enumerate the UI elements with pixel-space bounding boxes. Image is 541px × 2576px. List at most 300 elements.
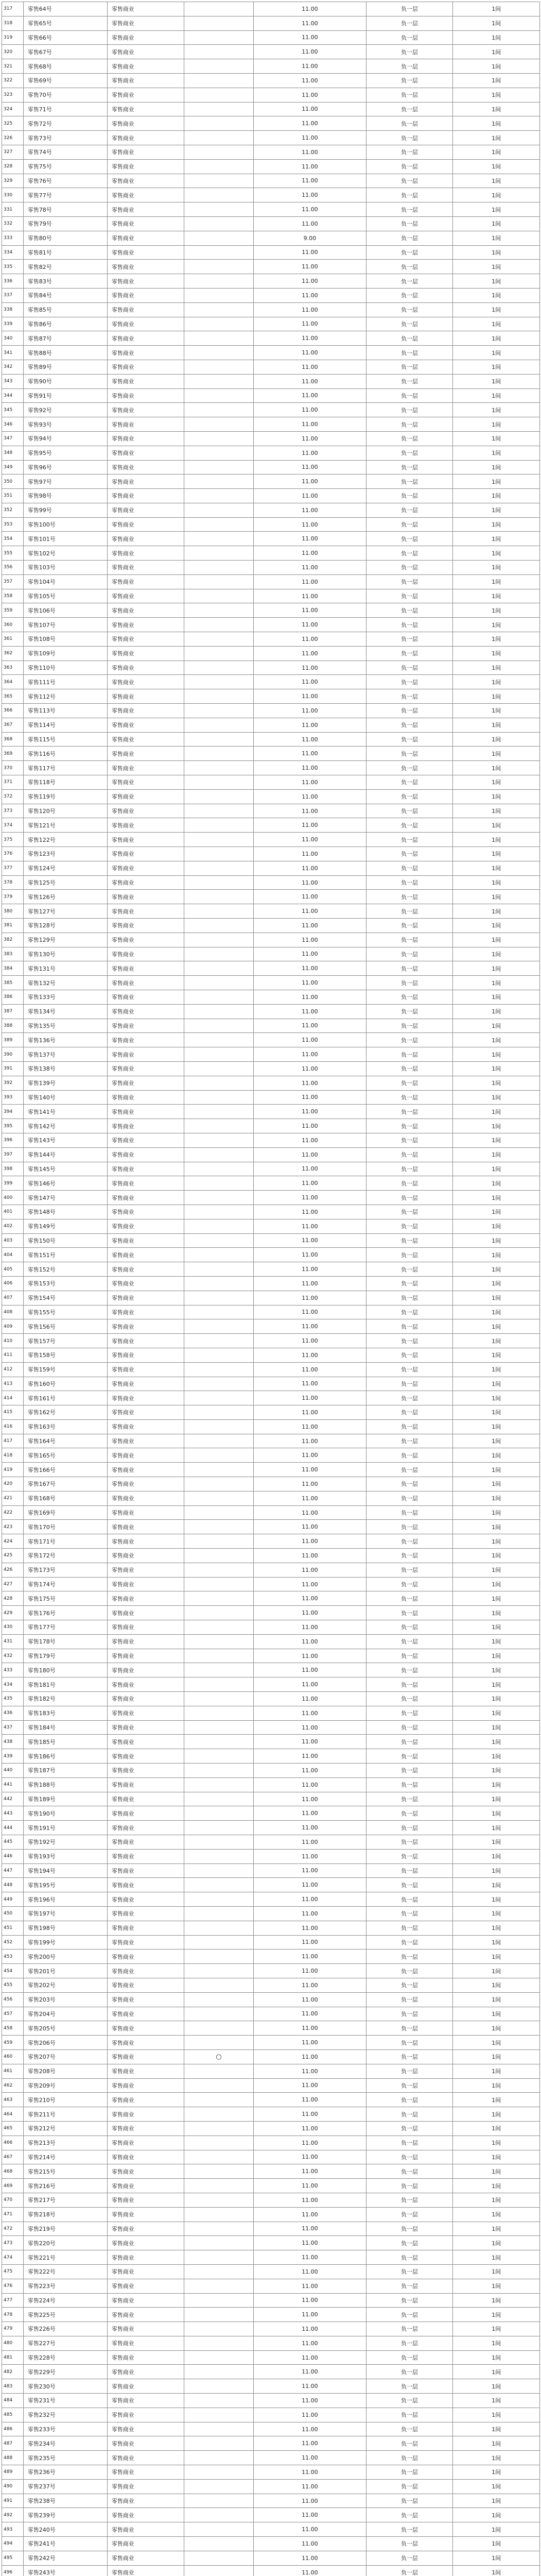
- row-mark: [184, 2436, 253, 2451]
- row-mark: [184, 174, 253, 188]
- table-row: [2, 1620, 540, 1635]
- row-mark: [184, 2365, 253, 2379]
- unit-count: 1间: [453, 1863, 540, 1878]
- row-number: 481: [2, 2350, 24, 2365]
- row-number: 378: [2, 875, 24, 890]
- unit-name: 零售205号: [23, 2021, 107, 2036]
- unit-count: 1间: [453, 517, 540, 532]
- unit-floor: 负一层: [366, 2565, 453, 2576]
- unit-count: 1间: [453, 1090, 540, 1105]
- unit-name: 零售130号: [23, 947, 107, 961]
- table-row: [2, 388, 540, 403]
- row-mark: [184, 1978, 253, 1992]
- table-row: [2, 990, 540, 1004]
- unit-use: 零售商业: [107, 159, 184, 174]
- unit-use: 零售商业: [107, 216, 184, 231]
- row-number: 365: [2, 689, 24, 704]
- unit-area: 11.00: [254, 1577, 367, 1591]
- unit-count: 1间: [453, 2150, 540, 2164]
- unit-name: 零售163号: [23, 1419, 107, 1434]
- unit-name: 零售152号: [23, 1262, 107, 1277]
- unit-name: 零售214号: [23, 2150, 107, 2164]
- unit-name: 零售120号: [23, 804, 107, 818]
- unit-area: 11.00: [254, 2193, 367, 2207]
- unit-use: 零售商业: [107, 1634, 184, 1649]
- table-row: [2, 789, 540, 804]
- unit-area: 11.00: [254, 1176, 367, 1191]
- unit-floor: 负一层: [366, 890, 453, 904]
- unit-name: 零售240号: [23, 2522, 107, 2537]
- unit-name: 零售93号: [23, 417, 107, 432]
- row-mark: [184, 1749, 253, 1764]
- unit-name: 零售153号: [23, 1276, 107, 1291]
- unit-use: 零售商业: [107, 489, 184, 503]
- table-row: [2, 1377, 540, 1391]
- unit-use: 零售商业: [107, 1706, 184, 1720]
- unit-name: 零售231号: [23, 2394, 107, 2408]
- unit-area: 11.00: [254, 660, 367, 675]
- unit-use: 零售商业: [107, 933, 184, 947]
- unit-name: 零售77号: [23, 188, 107, 202]
- table-row: [2, 2236, 540, 2250]
- unit-floor: 负一层: [366, 1849, 453, 1863]
- table-row: [2, 532, 540, 546]
- unit-use: 零售商业: [107, 1291, 184, 1305]
- row-number: 474: [2, 2250, 24, 2265]
- unit-count: 1间: [453, 732, 540, 747]
- unit-area: 11.00: [254, 1448, 367, 1463]
- unit-area: 11.00: [254, 1248, 367, 1262]
- unit-count: 1间: [453, 231, 540, 245]
- table-row: [2, 188, 540, 202]
- row-mark: [184, 1477, 253, 1492]
- unit-floor: 负一层: [366, 532, 453, 546]
- row-number: 325: [2, 116, 24, 131]
- table-row: [2, 1061, 540, 1076]
- unit-use: 零售商业: [107, 1319, 184, 1334]
- row-number: 408: [2, 1305, 24, 1319]
- unit-name: 零售230号: [23, 2379, 107, 2394]
- table-row: [2, 274, 540, 289]
- unit-count: 1间: [453, 1749, 540, 1764]
- unit-area: 11.00: [254, 2250, 367, 2265]
- row-mark: [184, 2193, 253, 2207]
- row-number: 432: [2, 1649, 24, 1663]
- unit-area: 11.00: [254, 2078, 367, 2093]
- unit-area: 11.00: [254, 59, 367, 74]
- unit-floor: 负一层: [366, 2164, 453, 2179]
- unit-count: 1间: [453, 159, 540, 174]
- unit-use: 零售商业: [107, 1391, 184, 1405]
- unit-use: 零售商业: [107, 2136, 184, 2150]
- unit-name: 零售220号: [23, 2236, 107, 2250]
- unit-area: 11.00: [254, 2007, 367, 2021]
- table-row: [2, 718, 540, 732]
- row-mark: [184, 331, 253, 346]
- unit-floor: 负一层: [366, 2036, 453, 2050]
- row-mark: [184, 2049, 253, 2064]
- row-mark: [184, 2036, 253, 2050]
- unit-count: 1间: [453, 1119, 540, 1133]
- row-number: 429: [2, 1606, 24, 1620]
- unit-floor: 负一层: [366, 1706, 453, 1720]
- table-row: [2, 88, 540, 102]
- unit-area: 11.00: [254, 1377, 367, 1391]
- unit-use: 零售商业: [107, 1133, 184, 1147]
- unit-use: 零售商业: [107, 2508, 184, 2522]
- unit-count: 1间: [453, 561, 540, 575]
- table-row: [2, 59, 540, 74]
- unit-area: 11.00: [254, 417, 367, 432]
- table-row: [2, 660, 540, 675]
- row-mark: [184, 1047, 253, 1062]
- unit-use: 零售商业: [107, 45, 184, 59]
- unit-use: 零售商业: [107, 1549, 184, 1563]
- table-row: [2, 632, 540, 647]
- unit-name: 零售189号: [23, 1792, 107, 1806]
- row-number: 337: [2, 288, 24, 302]
- unit-use: 零售商业: [107, 503, 184, 517]
- table-row: [2, 474, 540, 489]
- table-row: [2, 847, 540, 861]
- unit-area: 11.00: [254, 2093, 367, 2107]
- unit-name: 零售104号: [23, 574, 107, 589]
- table-row: [2, 1720, 540, 1735]
- row-number: 379: [2, 890, 24, 904]
- unit-name: 零售187号: [23, 1764, 107, 1778]
- table-row: [2, 775, 540, 790]
- unit-use: 零售商业: [107, 2379, 184, 2394]
- unit-count: 1间: [453, 1147, 540, 1162]
- row-mark: [184, 16, 253, 30]
- unit-count: 1间: [453, 1634, 540, 1649]
- table-row: [2, 2150, 540, 2164]
- unit-use: 零售商业: [107, 202, 184, 217]
- unit-name: 零售207号: [23, 2049, 107, 2064]
- table-row: [2, 374, 540, 388]
- unit-name: 零售216号: [23, 2179, 107, 2193]
- unit-area: 11.00: [254, 2508, 367, 2522]
- unit-count: 1间: [453, 59, 540, 74]
- row-mark: [184, 1520, 253, 1534]
- unit-area: 11.00: [254, 532, 367, 546]
- unit-use: 零售商业: [107, 1448, 184, 1463]
- unit-use: 零售商业: [107, 2537, 184, 2551]
- row-number: 333: [2, 231, 24, 245]
- row-mark: [184, 1334, 253, 1348]
- unit-use: 零售商业: [107, 188, 184, 202]
- row-mark: [184, 704, 253, 718]
- unit-name: 零售83号: [23, 274, 107, 289]
- unit-count: 1间: [453, 1720, 540, 1735]
- unit-use: 零售商业: [107, 2121, 184, 2136]
- unit-use: 零售商业: [107, 374, 184, 388]
- table-row: [2, 1950, 540, 1964]
- row-number: 338: [2, 302, 24, 317]
- unit-floor: 负一层: [366, 632, 453, 647]
- unit-area: 11.00: [254, 503, 367, 517]
- unit-use: 零售商业: [107, 2036, 184, 2050]
- unit-name: 零售91号: [23, 388, 107, 403]
- unit-area: 11.00: [254, 1649, 367, 1663]
- table-row: [2, 2522, 540, 2537]
- unit-area: 11.00: [254, 1735, 367, 1749]
- unit-floor: 负一层: [366, 102, 453, 116]
- unit-area: 11.00: [254, 747, 367, 761]
- unit-use: 零售商业: [107, 1692, 184, 1706]
- unit-area: 11.00: [254, 1749, 367, 1764]
- unit-count: 1间: [453, 875, 540, 890]
- row-mark: [184, 2494, 253, 2508]
- unit-count: 1间: [453, 1448, 540, 1463]
- unit-use: 零售商业: [107, 561, 184, 575]
- unit-use: 零售商业: [107, 1334, 184, 1348]
- unit-area: 11.00: [254, 675, 367, 689]
- unit-use: 零售商业: [107, 1162, 184, 1176]
- row-mark: [184, 2279, 253, 2293]
- unit-count: 1间: [453, 317, 540, 331]
- unit-name: 零售165号: [23, 1448, 107, 1463]
- row-number: 438: [2, 1735, 24, 1749]
- unit-count: 1间: [453, 1563, 540, 1577]
- unit-area: 11.00: [254, 260, 367, 274]
- unit-area: 11.00: [254, 216, 367, 231]
- unit-area: 11.00: [254, 2, 367, 16]
- unit-floor: 负一层: [366, 1362, 453, 1377]
- row-mark: [184, 1950, 253, 1964]
- row-mark: [184, 431, 253, 446]
- unit-count: 1间: [453, 2308, 540, 2322]
- row-mark: [184, 618, 253, 632]
- row-number: 452: [2, 1935, 24, 1950]
- unit-name: 零售201号: [23, 1964, 107, 1978]
- row-number: 426: [2, 1563, 24, 1577]
- unit-area: 11.00: [254, 2394, 367, 2408]
- unit-count: 1间: [453, 1835, 540, 1850]
- unit-count: 1间: [453, 302, 540, 317]
- unit-floor: 负一层: [366, 804, 453, 818]
- unit-area: 11.00: [254, 88, 367, 102]
- table-row: [2, 603, 540, 618]
- unit-name: 零售76号: [23, 174, 107, 188]
- unit-count: 1间: [453, 1591, 540, 1606]
- unit-area: 11.00: [254, 431, 367, 446]
- unit-name: 零售107号: [23, 618, 107, 632]
- unit-use: 零售商业: [107, 646, 184, 660]
- row-number: 401: [2, 1205, 24, 1219]
- unit-count: 1间: [453, 1849, 540, 1863]
- table-row: [2, 2250, 540, 2265]
- unit-use: 零售商业: [107, 890, 184, 904]
- row-mark: [184, 374, 253, 388]
- unit-use: 零售商业: [107, 1964, 184, 1978]
- unit-use: 零售商业: [107, 775, 184, 790]
- table-row: [2, 1491, 540, 1505]
- table-row: [2, 45, 540, 59]
- unit-name: 零售121号: [23, 818, 107, 833]
- unit-name: 零售69号: [23, 73, 107, 88]
- unit-name: 零售98号: [23, 489, 107, 503]
- row-number: 404: [2, 1248, 24, 1262]
- unit-name: 零售141号: [23, 1105, 107, 1119]
- table-row: [2, 1978, 540, 1992]
- row-mark: [184, 589, 253, 603]
- row-number: 428: [2, 1591, 24, 1606]
- unit-floor: 负一层: [366, 675, 453, 689]
- unit-use: 零售商业: [107, 789, 184, 804]
- row-number: 393: [2, 1090, 24, 1105]
- unit-area: 11.00: [254, 374, 367, 388]
- unit-area: 11.00: [254, 360, 367, 374]
- unit-area: 11.00: [254, 1978, 367, 1992]
- unit-floor: 负一层: [366, 1176, 453, 1191]
- unit-count: 1间: [453, 1992, 540, 2007]
- unit-name: 零售170号: [23, 1520, 107, 1534]
- unit-use: 零售商业: [107, 474, 184, 489]
- unit-area: 11.00: [254, 2436, 367, 2451]
- row-mark: [184, 1348, 253, 1362]
- unit-floor: 负一层: [366, 1549, 453, 1563]
- unit-area: 11.00: [254, 1706, 367, 1720]
- unit-count: 1间: [453, 188, 540, 202]
- row-mark: [184, 1792, 253, 1806]
- unit-count: 1间: [453, 2551, 540, 2565]
- table-row: [2, 804, 540, 818]
- row-number: 460: [2, 2049, 24, 2064]
- unit-use: 零售商业: [107, 976, 184, 990]
- unit-count: 1间: [453, 2264, 540, 2279]
- unit-floor: 负一层: [366, 1219, 453, 1233]
- unit-use: 零售商业: [107, 2436, 184, 2451]
- unit-name: 零售74号: [23, 145, 107, 159]
- row-mark: [184, 2379, 253, 2394]
- row-number: 472: [2, 2222, 24, 2236]
- row-mark: [184, 1863, 253, 1878]
- unit-area: 11.00: [254, 145, 367, 159]
- unit-count: 1间: [453, 374, 540, 388]
- table-row: [2, 116, 540, 131]
- unit-use: 零售商业: [107, 2494, 184, 2508]
- row-mark: [184, 1219, 253, 1233]
- table-row: [2, 317, 540, 331]
- unit-use: 零售商业: [107, 589, 184, 603]
- unit-floor: 负一层: [366, 403, 453, 417]
- row-number: 413: [2, 1377, 24, 1391]
- table-row: [2, 704, 540, 718]
- unit-area: 11.00: [254, 1019, 367, 1033]
- unit-area: 11.00: [254, 2422, 367, 2436]
- row-number: 340: [2, 331, 24, 346]
- row-mark: [184, 2150, 253, 2164]
- unit-floor: 负一层: [366, 1334, 453, 1348]
- unit-use: 零售商业: [107, 704, 184, 718]
- unit-count: 1间: [453, 1935, 540, 1950]
- table-row: [2, 2049, 540, 2064]
- table-row: [2, 1019, 540, 1033]
- row-mark: [184, 603, 253, 618]
- unit-name: 零售94号: [23, 431, 107, 446]
- table-row: [2, 2164, 540, 2179]
- unit-count: 1间: [453, 2222, 540, 2236]
- row-number: 495: [2, 2551, 24, 2565]
- row-mark: [184, 1105, 253, 1119]
- row-mark: [184, 1377, 253, 1391]
- unit-floor: 负一层: [366, 2522, 453, 2537]
- unit-floor: 负一层: [366, 1162, 453, 1176]
- unit-name: 零售127号: [23, 904, 107, 919]
- unit-area: 9.00: [254, 231, 367, 245]
- unit-count: 1间: [453, 2322, 540, 2336]
- row-mark: [184, 2093, 253, 2107]
- table-row: [2, 174, 540, 188]
- table-row: [2, 1291, 540, 1305]
- row-mark: [184, 775, 253, 790]
- row-number: 430: [2, 1620, 24, 1635]
- unit-floor: 负一层: [366, 2, 453, 16]
- row-mark: [184, 1992, 253, 2007]
- unit-count: 1间: [453, 2064, 540, 2078]
- unit-name: 零售140号: [23, 1090, 107, 1105]
- table-row: [2, 102, 540, 116]
- unit-count: 1间: [453, 202, 540, 217]
- row-mark: [184, 1205, 253, 1219]
- unit-count: 1间: [453, 30, 540, 45]
- unit-name: 零售219号: [23, 2222, 107, 2236]
- unit-floor: 负一层: [366, 1892, 453, 1907]
- unit-count: 1间: [453, 704, 540, 718]
- unit-use: 零售商业: [107, 804, 184, 818]
- row-mark: [184, 1276, 253, 1291]
- unit-area: 11.00: [254, 2350, 367, 2365]
- row-number: 446: [2, 1849, 24, 1863]
- unit-name: 零售200号: [23, 1950, 107, 1964]
- unit-floor: 负一层: [366, 904, 453, 919]
- row-mark: [184, 403, 253, 417]
- table-row: [2, 2007, 540, 2021]
- unit-area: 11.00: [254, 1821, 367, 1835]
- unit-area: 11.00: [254, 2049, 367, 2064]
- unit-name: 零售124号: [23, 861, 107, 875]
- unit-floor: 负一层: [366, 1821, 453, 1835]
- row-number: 406: [2, 1276, 24, 1291]
- row-number: 391: [2, 1061, 24, 1076]
- row-number: 396: [2, 1133, 24, 1147]
- unit-name: 零售135号: [23, 1019, 107, 1033]
- unit-floor: 负一层: [366, 2322, 453, 2336]
- row-number: 341: [2, 346, 24, 360]
- unit-area: 11.00: [254, 1119, 367, 1133]
- unit-use: 零售商业: [107, 1950, 184, 1964]
- unit-use: 零售商业: [107, 1105, 184, 1119]
- unit-name: 零售131号: [23, 961, 107, 976]
- unit-floor: 负一层: [366, 59, 453, 74]
- unit-count: 1间: [453, 1076, 540, 1090]
- unit-use: 零售商业: [107, 2264, 184, 2279]
- unit-area: 11.00: [254, 1205, 367, 1219]
- row-mark: [184, 789, 253, 804]
- unit-floor: 负一层: [366, 660, 453, 675]
- row-mark: [184, 761, 253, 775]
- unit-area: 11.00: [254, 1147, 367, 1162]
- row-mark: [184, 503, 253, 517]
- unit-floor: 负一层: [366, 16, 453, 30]
- unit-count: 1间: [453, 976, 540, 990]
- row-number: 437: [2, 1720, 24, 1735]
- row-mark: [184, 260, 253, 274]
- unit-floor: 负一层: [366, 388, 453, 403]
- table-row: [2, 1133, 540, 1147]
- row-mark: [184, 2264, 253, 2279]
